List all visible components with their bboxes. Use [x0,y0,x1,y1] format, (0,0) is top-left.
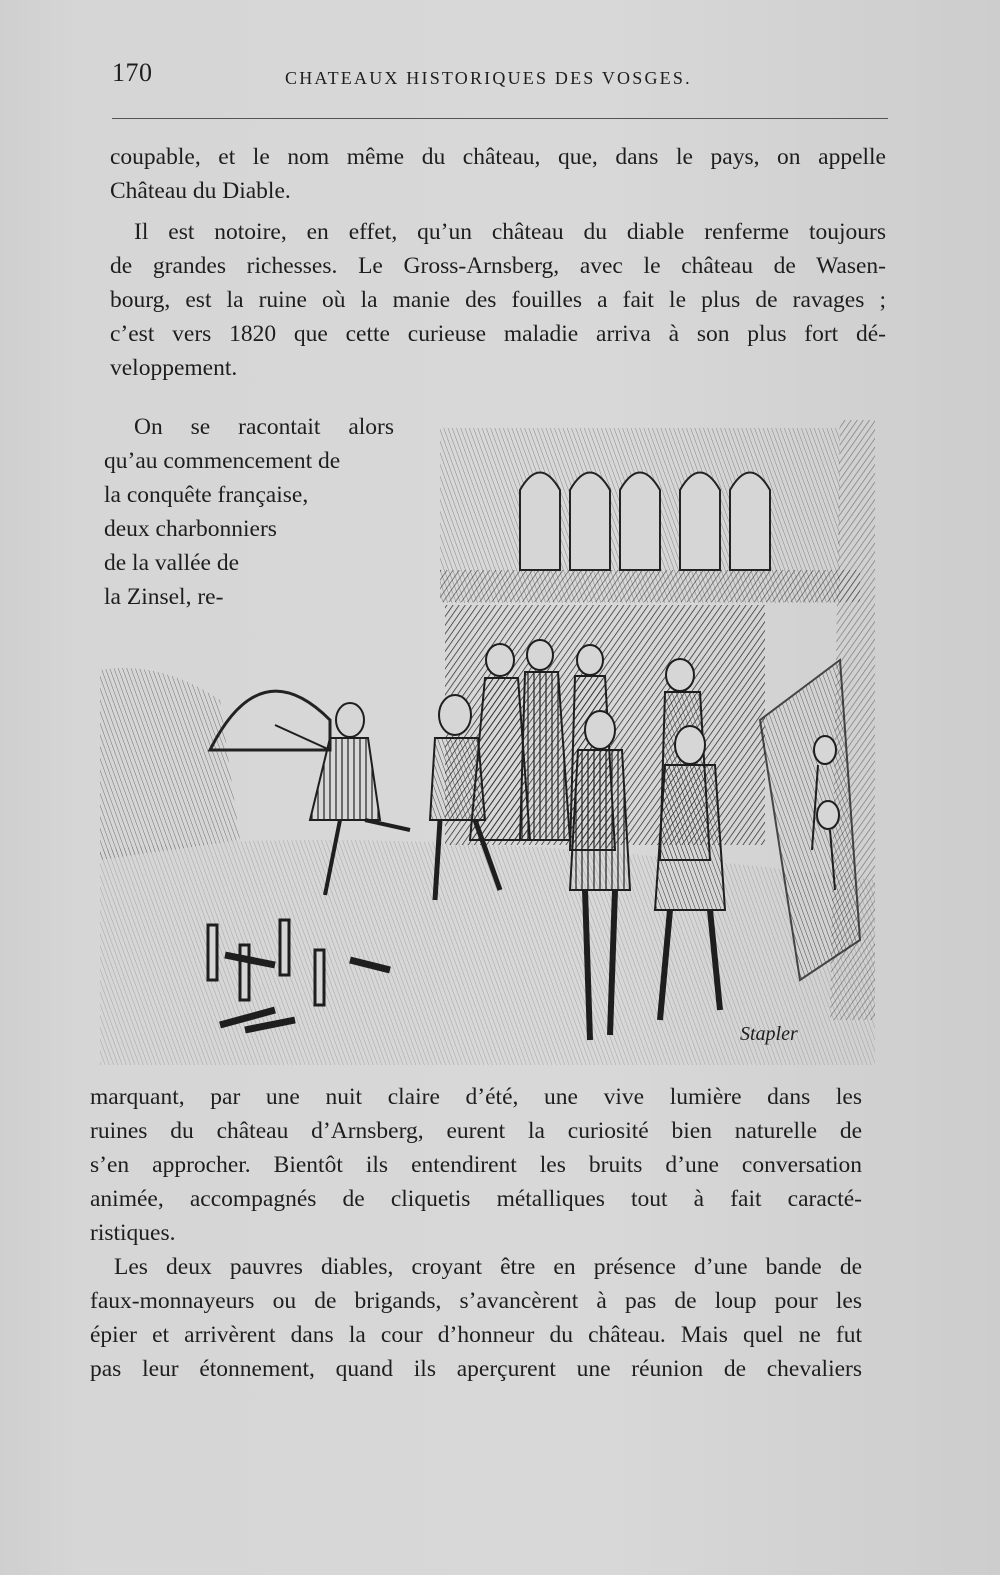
text-line: animée, accompagnés de cliquetis métalliques tout à fait caracté- [90,1186,862,1212]
text-line: deux charbonniers [104,516,277,542]
text-line: ristiques. [90,1220,176,1246]
paragraph-4 [90,1080,862,1250]
text-line: marquant, par une nuit claire d’été, une vive lumière dans les [90,1084,862,1110]
text-line: coupable, et le nom même du château, que, dans le pays, on appelle [110,144,886,170]
text-line: de grandes richesses. Le Gross-Arnsberg, avec le château de Wasen- [110,253,886,279]
gothic-windows [520,473,770,571]
text-line: la conquête française, [104,482,309,508]
paragraph-1 [110,140,886,208]
paragraph-2 [110,215,886,385]
header-rule [112,118,888,119]
text-line: qu’au commencement de [104,448,341,474]
text-line: c’est vers 1820 que cette curieuse maladie arriva à son plus fort dé- [110,321,886,347]
text-line: la Zinsel, re- [104,584,224,610]
text-line: On se racontait alors [134,414,394,440]
page-number: 170 [112,58,153,87]
artist-signature: Stapler [740,1023,798,1045]
ruins-scene-drawing [100,420,875,1065]
text-line: de la vallée de [104,550,240,576]
text-line: pas leur étonnement, quand ils aperçurent une réunion de chevaliers [90,1356,862,1382]
page-header [112,58,888,98]
text-line: épier et arrivèrent dans la cour d’honneur du château. Mais quel ne fut [90,1322,862,1348]
running-title: CHATEAUX HISTORIQUES DES VOSGES. [285,68,692,88]
text-line: Il est notoire, en effet, qu’un château du diable renferme toujours [134,219,886,245]
text-line: veloppement. [110,355,238,381]
text-line: s’en approcher. Bientôt ils entendirent les bruits d’une conversation [90,1152,862,1178]
text-line: Château du Diable. [110,178,291,204]
text-line: Les deux pauvres diables, croyant être en présence d’une bande de [114,1254,862,1280]
engraving-illustration [100,420,875,1065]
text-line: bourg, est la ruine où la manie des fouilles a fait le plus de ravages ; [110,287,886,313]
text-line: faux-monnayeurs ou de brigands, s’avancèrent à pas de loup pour les [90,1288,862,1314]
text-line: ruines du château d’Arnsberg, eurent la curiosité bien naturelle de [90,1118,862,1144]
paragraph-5 [90,1250,862,1386]
